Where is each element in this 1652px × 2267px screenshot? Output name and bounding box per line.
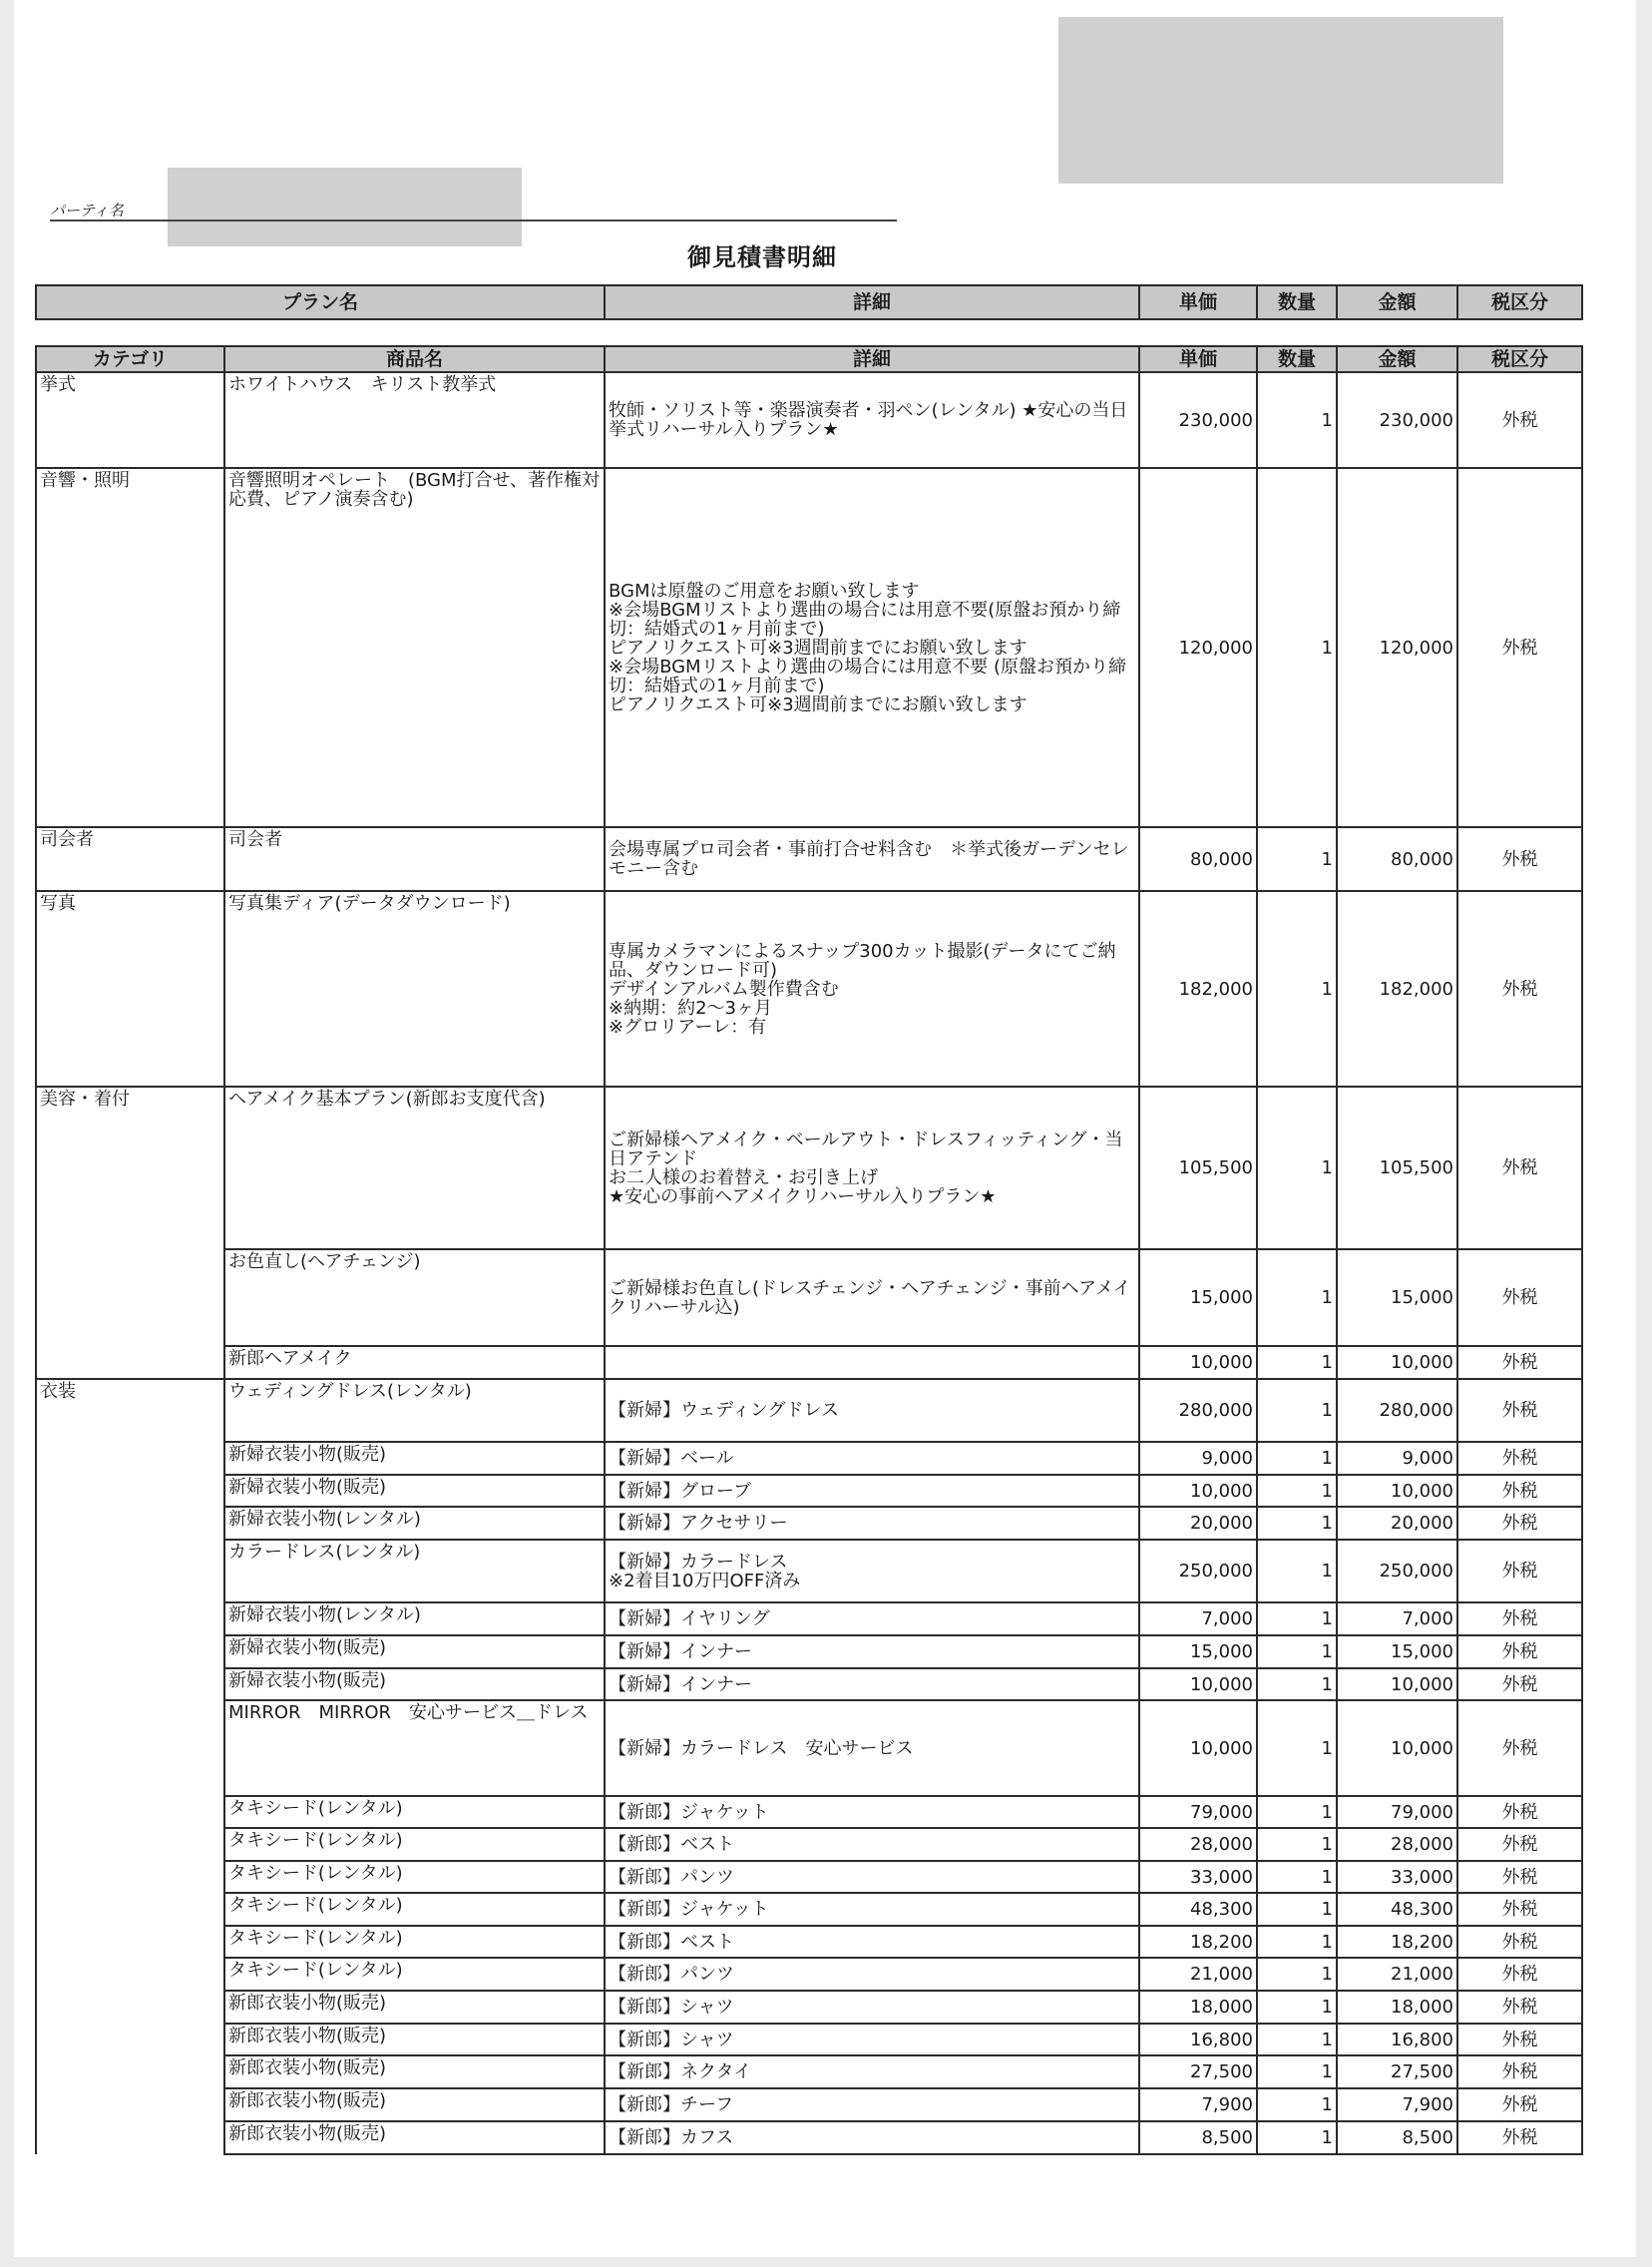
product-name-cell: ウェディングドレス(レンタル)	[224, 1379, 605, 1442]
unit-price-cell: 280,000	[1139, 1379, 1257, 1442]
product-name-cell: 新郎ヘアメイク	[224, 1346, 605, 1379]
qty-cell: 1	[1257, 1540, 1337, 1602]
tax-cell: 外税	[1457, 2024, 1582, 2055]
qty-cell: 1	[1257, 1602, 1337, 1635]
tax-cell: 外税	[1457, 1442, 1582, 1475]
table-row	[36, 1346, 1582, 1379]
amount-cell: 79,000	[1337, 1796, 1457, 1828]
qty-cell: 1	[1257, 1442, 1337, 1475]
table-row	[36, 1540, 1582, 1602]
unit-price-cell: 28,000	[1139, 1828, 1257, 1861]
qty-cell: 1	[1257, 1700, 1337, 1796]
qty-cell: 1	[1257, 1893, 1337, 1926]
table-header-row	[36, 346, 1582, 372]
amount-cell: 120,000	[1337, 468, 1457, 827]
amount-cell: 33,000	[1337, 1861, 1457, 1893]
product-name-cell: 新郎衣装小物(販売)	[224, 1991, 605, 2024]
unit-price-cell: 8,500	[1139, 2121, 1257, 2154]
redacted-block	[1058, 17, 1503, 184]
qty-cell: 1	[1257, 1346, 1337, 1379]
qty-cell: 1	[1257, 1507, 1337, 1540]
unit-price-cell: 230,000	[1139, 372, 1257, 468]
tax-cell: 外税	[1457, 1700, 1582, 1796]
tax-cell: 外税	[1457, 2088, 1582, 2121]
tax-cell: 外税	[1457, 1828, 1582, 1861]
amount-cell: 48,300	[1337, 1893, 1457, 1926]
qty-cell: 1	[1257, 2121, 1337, 2154]
product-name-cell: タキシード(レンタル)	[224, 1861, 605, 1893]
tax-cell: 外税	[1457, 1346, 1582, 1379]
amount-cell: 10,000	[1337, 1346, 1457, 1379]
detail-cell: 【新婦】ベール	[605, 1442, 1139, 1475]
product-name-cell: 写真集ディア(データダウンロード)	[224, 891, 605, 1087]
tax-cell: 外税	[1457, 1926, 1582, 1958]
table-row	[36, 891, 1582, 1087]
amount-cell: 105,500	[1337, 1087, 1457, 1249]
plan-qty-header: 数量	[1257, 285, 1337, 319]
detail-cell: 【新婦】アクセサリー	[605, 1507, 1139, 1540]
amount-cell: 250,000	[1337, 1540, 1457, 1602]
detail-cell: ご新婦様ヘアメイク・ベールアウト・ドレスフィッティング・当日アテンド お二人様のお着替え・お引き上げ ★安心の事前ヘアメイクリハーサル入りプラン★	[605, 1087, 1139, 1249]
unit-price-cell: 15,000	[1139, 1249, 1257, 1346]
tax-cell: 外税	[1457, 1861, 1582, 1893]
unit-price-cell: 48,300	[1139, 1893, 1257, 1926]
detail-cell: 専属カメラマンによるスナップ300カット撮影(データにてご納品、ダウンロード可) デザインアルバム製作費含む ※納期：約2～3ヶ月 ※グロリアーレ：有	[605, 891, 1139, 1087]
detail-cell: 【新郎】ベスト	[605, 1926, 1139, 1958]
detail-cell: 【新婦】インナー	[605, 1668, 1139, 1700]
qty-cell: 1	[1257, 468, 1337, 827]
product-name-cell: 新郎衣装小物(販売)	[224, 2024, 605, 2055]
tax-cell: 外税	[1457, 1379, 1582, 1442]
amount-cell: 28,000	[1337, 1828, 1457, 1861]
tax-cell: 外税	[1457, 1602, 1582, 1635]
detail-cell: 【新郎】ネクタイ	[605, 2055, 1139, 2088]
estimate-detail-table	[35, 345, 1583, 2155]
unit-price-cell: 79,000	[1139, 1796, 1257, 1828]
qty-cell: 1	[1257, 1249, 1337, 1346]
product-name-cell: 音響照明オペレート (BGM打合せ、著作権対応費、ピアノ演奏含む)	[224, 468, 605, 827]
qty-cell: 1	[1257, 1861, 1337, 1893]
qty-cell: 1	[1257, 1087, 1337, 1249]
category-cell: 写真	[36, 891, 224, 1087]
amount-cell: 280,000	[1337, 1379, 1457, 1442]
product-name-cell: 新郎衣装小物(販売)	[224, 2088, 605, 2121]
plan-header-table	[35, 284, 1583, 320]
amount-cell: 7,900	[1337, 2088, 1457, 2121]
unit-price-cell: 10,000	[1139, 1700, 1257, 1796]
table-row	[36, 1668, 1582, 1700]
unit-price-cell: 9,000	[1139, 1442, 1257, 1475]
unit-price-cell: 10,000	[1139, 1668, 1257, 1700]
table-row	[36, 1635, 1582, 1668]
unit-price-cell: 33,000	[1139, 1861, 1257, 1893]
table-row	[36, 1861, 1582, 1893]
detail-cell: 【新婦】インナー	[605, 1635, 1139, 1668]
amount-cell: 16,800	[1337, 2024, 1457, 2055]
amount-cell: 15,000	[1337, 1249, 1457, 1346]
category-cell: 挙式	[36, 372, 224, 468]
plan-tax-header: 税区分	[1457, 285, 1582, 319]
tax-cell: 外税	[1457, 1507, 1582, 1540]
unit-price-cell: 27,500	[1139, 2055, 1257, 2088]
category-cell: 美容・着付	[36, 1087, 224, 1379]
qty-cell: 1	[1257, 1958, 1337, 1991]
detail-cell: 【新郎】チーフ	[605, 2088, 1139, 2121]
plan-detail-header: 詳細	[605, 285, 1139, 319]
unit-price-cell: 20,000	[1139, 1507, 1257, 1540]
detail-cell: BGMは原盤のご用意をお願い致します ※会場BGMリストより選曲の場合には用意不要(原盤お預かり締切：結婚式の1ヶ月前まで) ピアノリクエスト可※3週間前までにお願い致します ※会場BGMリストより選曲の場合には用意不要 (原盤お預かり締切：結婚式の1ヶ月前まで) ピアノリクエスト可※3週間前までにお願い致します	[605, 468, 1139, 827]
product-name-cell: タキシード(レンタル)	[224, 1893, 605, 1926]
party-name-underline	[50, 220, 897, 222]
unit-price-header: 単価	[1139, 346, 1257, 372]
qty-cell: 1	[1257, 2024, 1337, 2055]
amount-cell: 80,000	[1337, 827, 1457, 891]
tax-header: 税区分	[1457, 346, 1582, 372]
unit-price-cell: 10,000	[1139, 1475, 1257, 1507]
qty-cell: 1	[1257, 1635, 1337, 1668]
category-cell: 衣装	[36, 1379, 224, 2154]
tax-cell: 外税	[1457, 1668, 1582, 1700]
plan-name-header: プラン名	[36, 285, 605, 319]
amount-cell: 15,000	[1337, 1635, 1457, 1668]
amount-cell: 230,000	[1337, 372, 1457, 468]
detail-cell: 【新郎】シャツ	[605, 1991, 1139, 2024]
unit-price-cell: 250,000	[1139, 1540, 1257, 1602]
redacted-party-name	[168, 168, 522, 246]
table-row	[36, 1796, 1582, 1828]
tax-cell: 外税	[1457, 1796, 1582, 1828]
detail-cell: 【新郎】パンツ	[605, 1958, 1139, 1991]
detail-cell: 【新郎】パンツ	[605, 1861, 1139, 1893]
qty-cell: 1	[1257, 2088, 1337, 2121]
table-row	[36, 1991, 1582, 2024]
detail-cell	[605, 1346, 1139, 1379]
table-row	[36, 1602, 1582, 1635]
qty-cell: 1	[1257, 1828, 1337, 1861]
table-row	[36, 1249, 1582, 1346]
qty-cell: 1	[1257, 1379, 1337, 1442]
plan-header-row	[36, 285, 1582, 319]
product-name-cell: タキシード(レンタル)	[224, 1828, 605, 1861]
amount-cell: 182,000	[1337, 891, 1457, 1087]
amount-cell: 21,000	[1337, 1958, 1457, 1991]
tax-cell: 外税	[1457, 1958, 1582, 1991]
product-name-cell: タキシード(レンタル)	[224, 1926, 605, 1958]
product-name-cell: 新郎衣装小物(販売)	[224, 2121, 605, 2154]
plan-unit-price-header: 単価	[1139, 285, 1257, 319]
detail-cell: 【新郎】ジャケット	[605, 1796, 1139, 1828]
qty-cell: 1	[1257, 1475, 1337, 1507]
amount-cell: 8,500	[1337, 2121, 1457, 2154]
tax-cell: 外税	[1457, 468, 1582, 827]
unit-price-cell: 21,000	[1139, 1958, 1257, 1991]
table-row	[36, 2024, 1582, 2055]
unit-price-cell: 7,900	[1139, 2088, 1257, 2121]
table-row	[36, 372, 1582, 468]
qty-cell: 1	[1257, 1926, 1337, 1958]
table-row	[36, 2055, 1582, 2088]
amount-cell: 9,000	[1337, 1442, 1457, 1475]
amount-cell: 18,200	[1337, 1926, 1457, 1958]
tax-cell: 外税	[1457, 1249, 1582, 1346]
unit-price-cell: 18,000	[1139, 1991, 1257, 2024]
tax-cell: 外税	[1457, 1475, 1582, 1507]
tax-cell: 外税	[1457, 1540, 1582, 1602]
table-row	[36, 1379, 1582, 1442]
amount-header: 金額	[1337, 346, 1457, 372]
product-name-cell: 司会者	[224, 827, 605, 891]
table-row	[36, 1087, 1582, 1249]
qty-cell: 1	[1257, 2055, 1337, 2088]
detail-header: 詳細	[605, 346, 1139, 372]
detail-cell: 牧師・ソリスト等・楽器演奏者・羽ペン(レンタル) ★安心の当日挙式リハーサル入りプラン★	[605, 372, 1139, 468]
qty-cell: 1	[1257, 372, 1337, 468]
amount-cell: 27,500	[1337, 2055, 1457, 2088]
tax-cell: 外税	[1457, 1635, 1582, 1668]
amount-cell: 18,000	[1337, 1991, 1457, 2024]
amount-cell: 10,000	[1337, 1668, 1457, 1700]
product-name-cell: 新婦衣装小物(販売)	[224, 1635, 605, 1668]
product-name-cell: 新婦衣装小物(販売)	[224, 1668, 605, 1700]
amount-cell: 10,000	[1337, 1700, 1457, 1796]
category-cell: 司会者	[36, 827, 224, 891]
product-name-cell: 新婦衣装小物(レンタル)	[224, 1602, 605, 1635]
detail-cell: 【新郎】カフス	[605, 2121, 1139, 2154]
product-name-cell: 新郎衣装小物(販売)	[224, 2055, 605, 2088]
unit-price-cell: 182,000	[1139, 891, 1257, 1087]
amount-cell: 7,000	[1337, 1602, 1457, 1635]
product-name-cell: MIRROR MIRROR 安心サービス＿ドレス	[224, 1700, 605, 1796]
table-row	[36, 2088, 1582, 2121]
detail-cell: 【新婦】ウェディングドレス	[605, 1379, 1139, 1442]
amount-cell: 10,000	[1337, 1475, 1457, 1507]
plan-amount-header: 金額	[1337, 285, 1457, 319]
qty-cell: 1	[1257, 1796, 1337, 1828]
tax-cell: 外税	[1457, 1087, 1582, 1249]
detail-cell: 【新婦】カラードレス 安心サービス	[605, 1700, 1139, 1796]
qty-cell: 1	[1257, 1668, 1337, 1700]
tax-cell: 外税	[1457, 1991, 1582, 2024]
product-name-cell: ヘアメイク基本プラン(新郎お支度代含)	[224, 1087, 605, 1249]
table-row	[36, 1475, 1582, 1507]
table-row	[36, 1700, 1582, 1796]
detail-cell: 【新郎】シャツ	[605, 2024, 1139, 2055]
detail-cell: 【新郎】ベスト	[605, 1828, 1139, 1861]
detail-cell: 会場専属プロ司会者・事前打合せ料含む ＊挙式後ガーデンセレモニー含む	[605, 827, 1139, 891]
product-name-cell: タキシード(レンタル)	[224, 1958, 605, 1991]
amount-cell: 20,000	[1337, 1507, 1457, 1540]
detail-cell: ご新婦様お色直し(ドレスチェンジ・ヘアチェンジ・事前ヘアメイクリハーサル込)	[605, 1249, 1139, 1346]
product-name-cell: お色直し(ヘアチェンジ)	[224, 1249, 605, 1346]
qty-cell: 1	[1257, 1991, 1337, 2024]
tax-cell: 外税	[1457, 372, 1582, 468]
table-row	[36, 1828, 1582, 1861]
qty-header: 数量	[1257, 346, 1337, 372]
qty-cell: 1	[1257, 891, 1337, 1087]
unit-price-cell: 10,000	[1139, 1346, 1257, 1379]
product-header: 商品名	[224, 346, 605, 372]
unit-price-cell: 15,000	[1139, 1635, 1257, 1668]
table-row	[36, 1893, 1582, 1926]
product-name-cell: 新婦衣装小物(販売)	[224, 1442, 605, 1475]
qty-cell: 1	[1257, 827, 1337, 891]
unit-price-cell: 80,000	[1139, 827, 1257, 891]
table-row	[36, 2121, 1582, 2154]
table-row	[36, 468, 1582, 827]
detail-cell: 【新婦】イヤリング	[605, 1602, 1139, 1635]
tax-cell: 外税	[1457, 2055, 1582, 2088]
table-row	[36, 827, 1582, 891]
product-name-cell: 新婦衣装小物(販売)	[224, 1475, 605, 1507]
detail-cell: 【新婦】グローブ	[605, 1475, 1139, 1507]
document-title: 御見積書明細	[687, 243, 837, 271]
product-name-cell: カラードレス(レンタル)	[224, 1540, 605, 1602]
table-row	[36, 1958, 1582, 1991]
product-name-cell: 新婦衣装小物(レンタル)	[224, 1507, 605, 1540]
party-name-label: パーティ名	[50, 202, 124, 220]
detail-cell: 【新郎】ジャケット	[605, 1893, 1139, 1926]
table-row	[36, 1507, 1582, 1540]
product-name-cell: ホワイトハウス キリスト教挙式	[224, 372, 605, 468]
unit-price-cell: 7,000	[1139, 1602, 1257, 1635]
product-name-cell: タキシード(レンタル)	[224, 1796, 605, 1828]
table-row	[36, 1926, 1582, 1958]
unit-price-cell: 18,200	[1139, 1926, 1257, 1958]
category-cell: 音響・照明	[36, 468, 224, 827]
tax-cell: 外税	[1457, 891, 1582, 1087]
tax-cell: 外税	[1457, 827, 1582, 891]
unit-price-cell: 120,000	[1139, 468, 1257, 827]
tax-cell: 外税	[1457, 2121, 1582, 2154]
detail-cell: 【新婦】カラードレス ※2着目10万円OFF済み	[605, 1540, 1139, 1602]
category-header: カテゴリ	[36, 346, 224, 372]
table-row	[36, 1442, 1582, 1475]
unit-price-cell: 105,500	[1139, 1087, 1257, 1249]
unit-price-cell: 16,800	[1139, 2024, 1257, 2055]
tax-cell: 外税	[1457, 1893, 1582, 1926]
